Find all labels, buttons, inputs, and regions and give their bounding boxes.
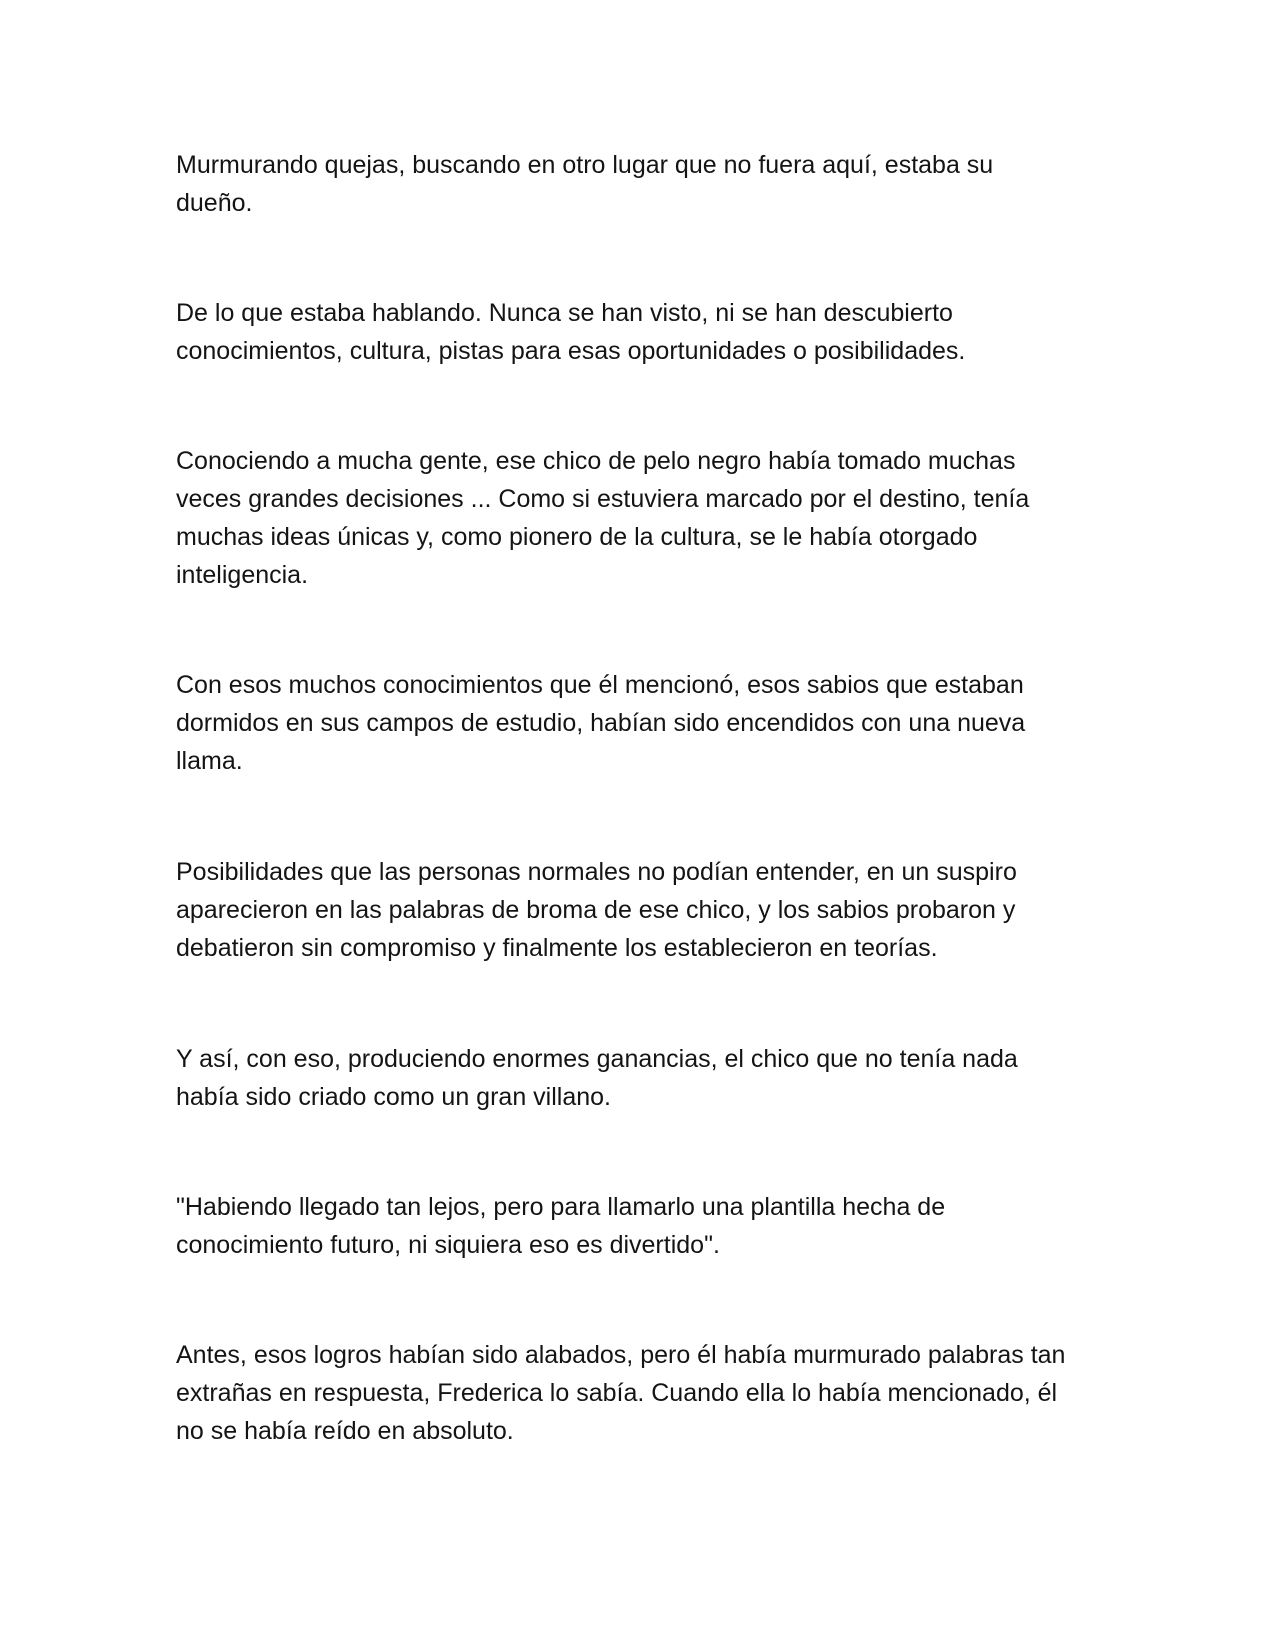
paragraph-1: Murmurando quejas, buscando en otro lugar que no fuera aquí, estaba su dueño. xyxy=(176,151,994,217)
paragraph-5: Posibilidades que las personas normales no podían entender, en un suspiro aparecieron en las palabras de broma de ese chico, y los sabios probaron y debatieron sin compromiso y finalmente los establecieron en teorías. xyxy=(176,858,1017,962)
paragraph-2: De lo que estaba hablando. Nunca se han visto, ni se han descubierto conocimientos, cultura, pistas para esas oportunidades o posibilidades. xyxy=(176,299,966,365)
paragraph-8: Antes, esos logros habían sido alabados, pero él había murmurado palabras tan extrañas en respuesta, Frederica lo sabía. Cuando ella lo había mencionado, él no se había reído en absoluto. xyxy=(176,1341,1066,1445)
paragraph-3: Conociendo a mucha gente, ese chico de pelo negro había tomado muchas veces grandes decisiones ... Como si estuviera marcado por el destino, tenía muchas ideas únicas y, como pionero de la cultura, se le había otorgado inteligencia. xyxy=(176,447,1030,589)
paragraph-7: "Habiendo llegado tan lejos, pero para llamarlo una plantilla hecha de conocimiento futuro, ni siquiera eso es divertido". xyxy=(176,1193,946,1259)
paragraph-4: Con esos muchos conocimientos que él mencionó, esos sabios que estaban dormidos en sus campos de estudio, habían sido encendidos con una nueva llama. xyxy=(176,671,1026,775)
paragraph-6: Y así, con eso, produciendo enormes ganancias, el chico que no tenía nada había sido criado como un gran villano. xyxy=(176,1045,1018,1111)
